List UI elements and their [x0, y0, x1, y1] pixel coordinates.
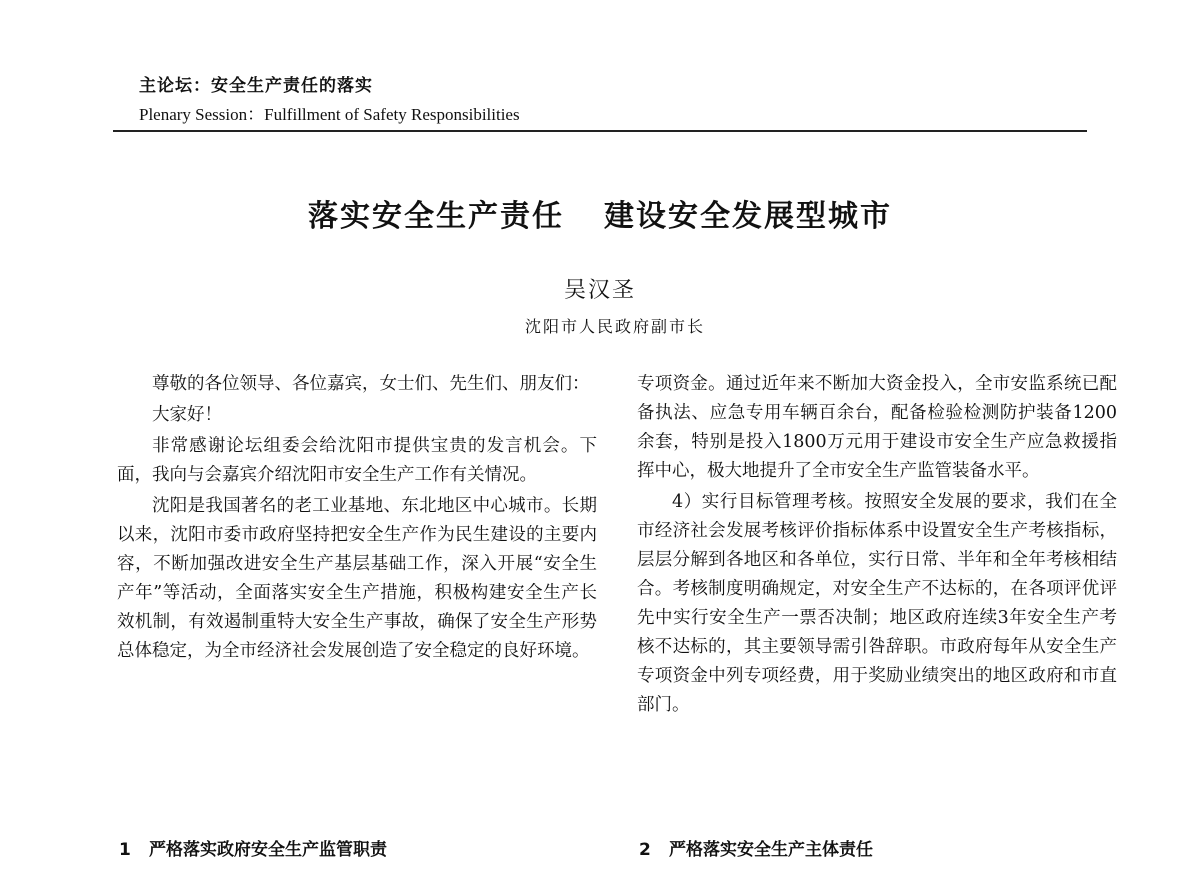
- section-title: 严格落实政府安全生产监管职责: [149, 840, 387, 860]
- greeting-paragraph: 尊敬的各位领导、各位嘉宾，女士们、先生们、朋友们：: [152, 374, 590, 394]
- session-title-chinese: 主论坛：安全生产责任的落实: [139, 76, 373, 96]
- session-title-english: Plenary Session：Fulfillment of Safety Responsibilities: [139, 105, 520, 124]
- author-name: 吴汉圣: [563, 278, 636, 303]
- hello-paragraph: 大家好！: [152, 405, 222, 425]
- section-heading-1: [119, 838, 387, 862]
- left-column: [117, 370, 597, 668]
- article-title: [0, 197, 1200, 237]
- section-title: 严格落实安全生产主体责任: [669, 840, 873, 860]
- author-affiliation: 沈阳市人民政府副市长: [524, 317, 705, 336]
- section-heading-2: [639, 838, 873, 862]
- body-paragraph: 4）实行目标管理考核。按照安全发展的要求，我们在全市经济社会发展考核评价指标体系中设置安全生产考核指标，层层分解到各地区和各单位，实行日常、半年和全年考核相结合。考核制度明确规定，对安全生产不达标的，在各项评优评先中实行安全生产一票否决制；地区政府连续3年安全生产考核不达标的，其主要领导需引咎辞职。市政府每年从安全生产专项资金中列专项经费，用于奖励业绩突出的地区政府和市直部门。: [637, 492, 1117, 715]
- article-title-part-2: 建设安全发展型城市: [604, 199, 892, 234]
- right-column: [637, 370, 1117, 722]
- header-divider: [113, 130, 1087, 132]
- section-number: 1: [119, 840, 131, 860]
- body-paragraph: 非常感谢论坛组委会给沈阳市提供宝贵的发言机会。下面，我向与会嘉宾介绍沈阳市安全生产工作有关情况。: [117, 436, 597, 485]
- article-title-part-1: 落实安全生产责任: [308, 199, 564, 234]
- body-paragraph: 专项资金。通过近年来不断加大资金投入，全市安监系统已配备执法、应急专用车辆百余台，配备检验检测防护装备1200余套，特别是投入1800万元用于建设市安全生产应急救援指挥中心，极大地提升了全市安全生产监管装备水平。: [637, 374, 1117, 481]
- section-number: 2: [639, 840, 651, 860]
- running-header: [139, 76, 520, 126]
- body-paragraph: 沈阳是我国著名的老工业基地、东北地区中心城市。长期以来，沈阳市委市政府坚持把安全生产作为民生建设的主要内容，不断加强改进安全生产基层基础工作，深入开展“安全生产年”等活动，全面落实安全生产措施，积极构建安全生产长效机制，有效遏制重特大安全生产事故，确保了安全生产形势总体稳定，为全市经济社会发展创造了安全稳定的良好环境。: [117, 496, 597, 661]
